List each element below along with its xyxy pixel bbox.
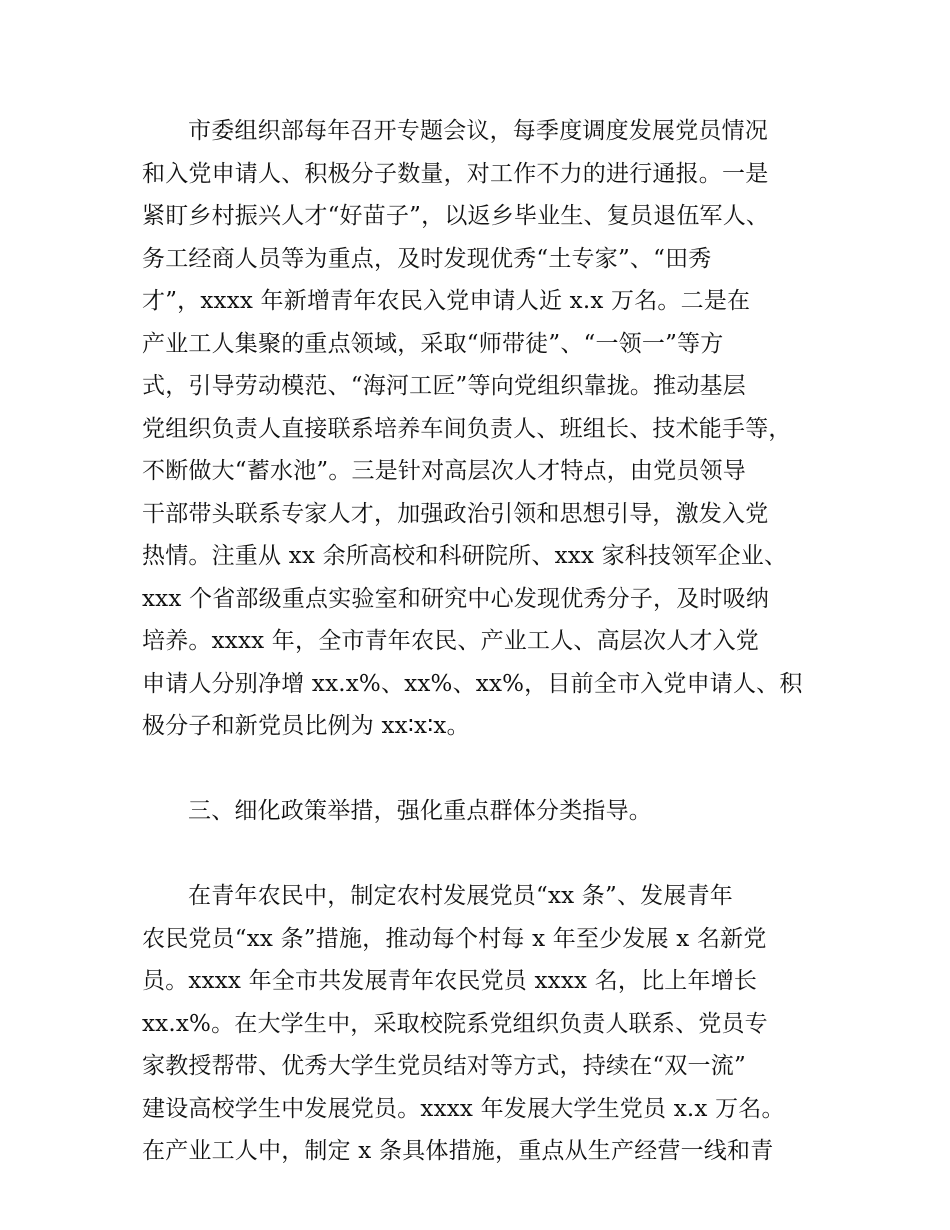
text-line: 建设高校学生中发展党员。xxxx 年发展大学生党员 x.x 万名。 xyxy=(142,1095,785,1122)
text-line: xxx 个省部级重点实验室和研究中心发现优秀分子，及时吸纳 xyxy=(142,585,770,612)
text-line: 农民党员“xx 条”措施，推动每个村每 x 年至少发展 x 名新党 xyxy=(142,925,767,952)
text-line: 家教授帮带、优秀大学生党员结对等方式，持续在“双一流” xyxy=(142,1053,746,1079)
text-line: 市委组织部每年召开专题会议，每季度调度发展党员情况 xyxy=(188,118,768,144)
text-line: 党组织负责人直接联系培养车间负责人、班组长、技术能手等， xyxy=(142,415,792,442)
text-line: 申请人分别净增 xx.x%、xx%、xx%，目前全市入党申请人、积 xyxy=(142,670,803,697)
text-line: 培养。xxxx 年，全市青年农民、产业工人、高层次人才入党 xyxy=(142,628,759,654)
text-line: 产业工人集聚的重点领域，采取“师带徒”、“一领一”等方 xyxy=(142,330,724,357)
paragraph-group-guidance xyxy=(142,875,812,1173)
text-line: 才”，xxxx 年新增青年农民入党申请人近 x.x 万名。二是在 xyxy=(142,288,751,314)
document-body xyxy=(142,110,812,1173)
text-line: 员。xxxx 年全市共发展青年农民党员 xxxx 名，比上年增长 xyxy=(142,968,758,994)
paragraph-party-recruitment xyxy=(142,110,812,748)
text-line: 和入党申请人、积极分子数量，对工作不力的进行通报。一是 xyxy=(142,160,769,187)
text-line: 不断做大“蓄水池”。三是针对高层次人才特点，由党员领导 xyxy=(142,458,746,484)
text-line: 紧盯乡村振兴人才“好苗子”，以返乡毕业生、复员退伍军人、 xyxy=(142,203,770,229)
text-line: xx.x%。在大学生中，采取校院系党组织负责人联系、党员专 xyxy=(142,1010,768,1037)
text-line: 在产业工人中，制定 x 条具体措施，重点从生产经营一线和青 xyxy=(142,1138,774,1164)
paragraph-spacer xyxy=(142,748,812,791)
text-line: 极分子和新党员比例为 xx∶x∶x。 xyxy=(142,713,470,739)
text-line: 干部带头联系专家人才，加强政治引领和思想引导，激发入党 xyxy=(142,500,769,527)
text-line: 务工经商人员等为重点，及时发现优秀“土专家”、“田秀 xyxy=(142,245,712,272)
text-line: 式，引导劳动模范、“海河工匠”等向党组织靠拢。推动基层 xyxy=(142,373,746,399)
text-line: 在青年农民中，制定农村发展党员“xx 条”、发展青年 xyxy=(188,883,733,909)
paragraph-spacer xyxy=(142,833,812,876)
section-heading: 三、细化政策举措，强化重点群体分类指导。 xyxy=(188,798,652,824)
text-line: 热情。注重从 xx 余所高校和科研院所、xxx 家科技领军企业、 xyxy=(142,543,788,569)
